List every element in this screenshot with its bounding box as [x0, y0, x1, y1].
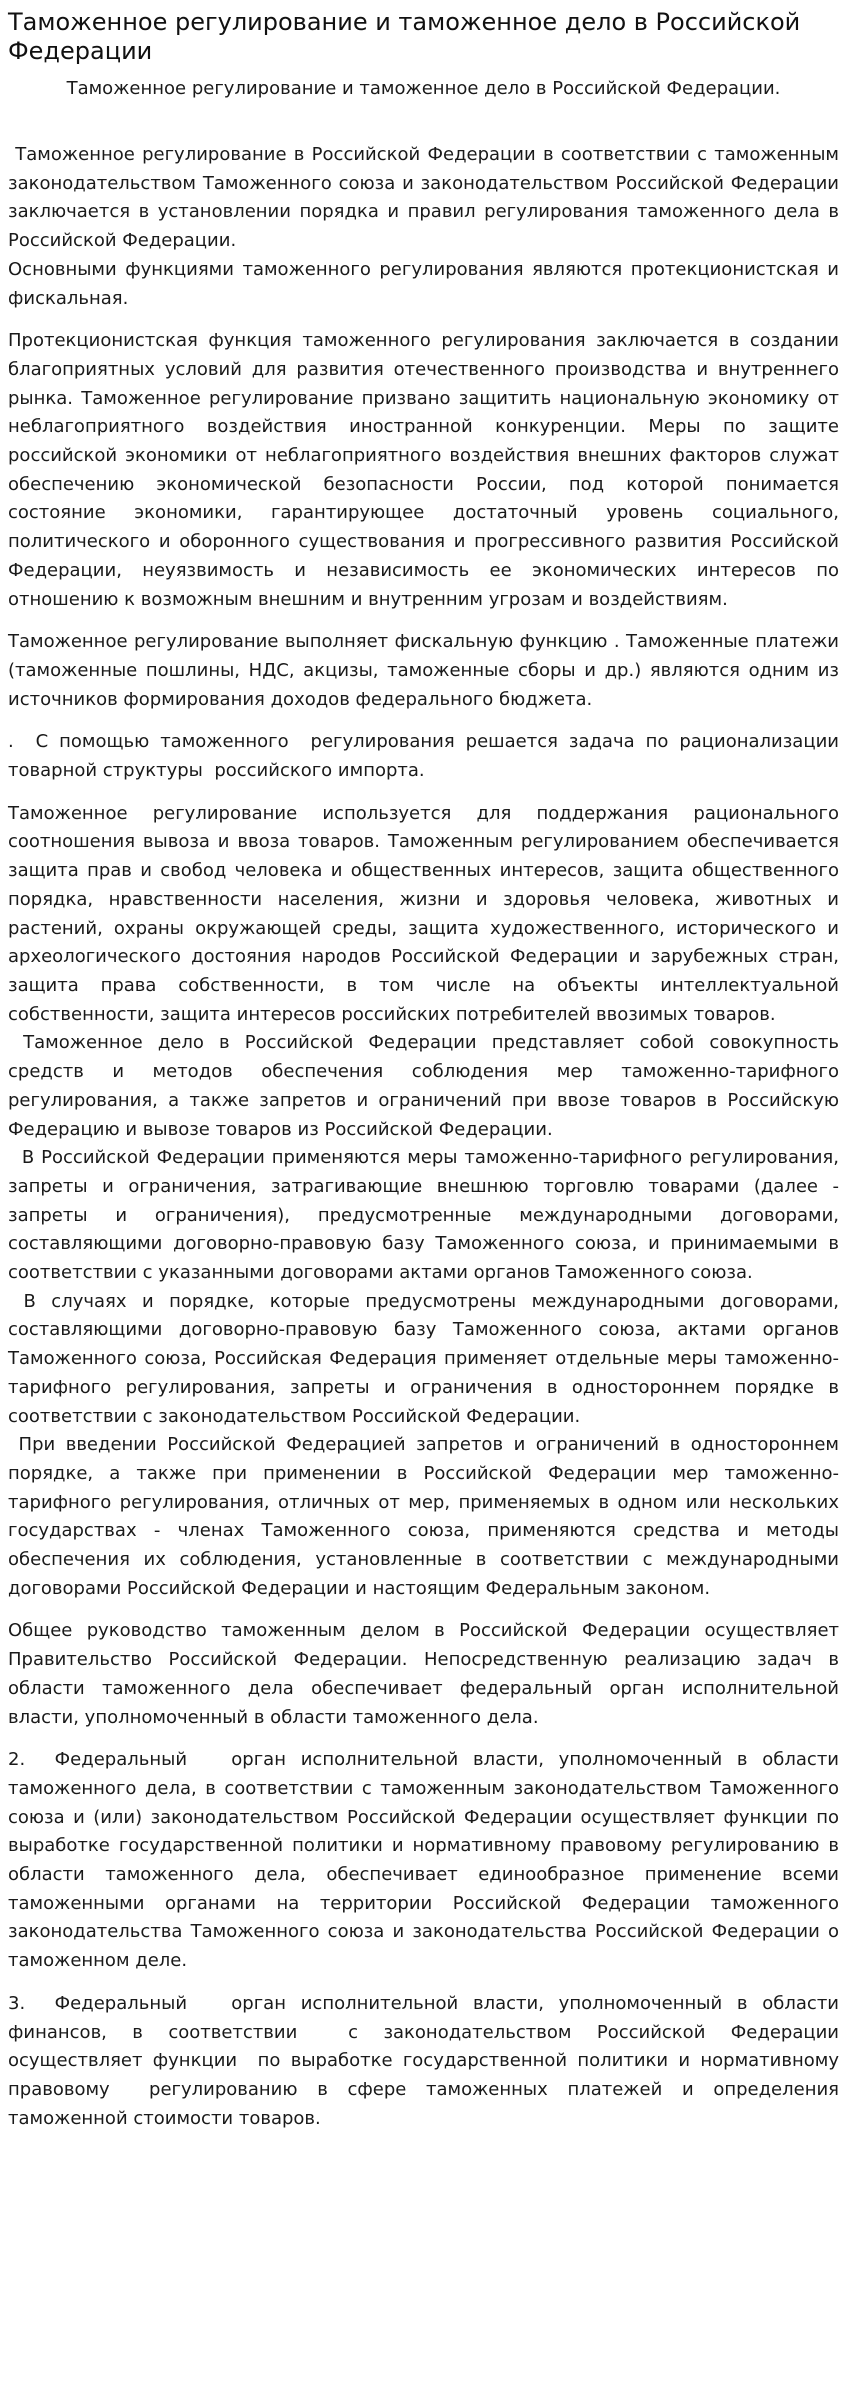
- paragraph-customs-affairs: Таможенное дело в Российской Федерации представляет собой совокупность средств и методов обеспечения соблюдения мер таможенно-тарифного регулирования, а также запретов и ограничений при ввозе товаров в Российскую Федерацию и вывозе товаров из Российской Федерации.: [8, 1032, 845, 1140]
- paragraph-government-management: Общее руководство таможенным делом в Российской Федерации осуществляет Правительство Российской Федерации. Непосредственную реализацию задач в области таможенного дела обеспечивает федеральный орган исполнительной власти, уполномоченный в области таможенного дела.: [8, 1620, 845, 1728]
- paragraph-item-2: 2. Федеральный орган исполнительной власти, уполномоченный в области таможенного дела, в соответствии с таможенным законодательством Таможенного союза и (или) законодательством Российской Федерации осуществляет функции по выработке государственной политики и нормативному правовому регулированию в области таможенного дела, обеспечивает единообразное применение всеми таможенными органами на территории Российской Федерации таможенного законодательства Таможенного союза и законодательства Российской Федерации о таможенном деле.: [8, 1749, 845, 1972]
- paragraph-fiscal-function: Таможенное регулирование выполняет фискальную функцию . Таможенные платежи (таможенные пошлины, НДС, акцизы, таможенные сборы и др.) являются одним из источников формирования доходов федерального бюджета.: [8, 631, 845, 710]
- paragraph-tariff-measures: В Российской Федерации применяются меры таможенно-тарифного регулирования, запреты и ограничения, затрагивающие внешнюю торговлю товарами (далее - запреты и ограничения), предусмотренные международными договорами, составляющими договорно-правовую базу Таможенного союза, и принимаемыми в соответствии с указанными договорами актами органов Таможенного союза.: [8, 1147, 845, 1284]
- paragraph-unilateral-measures: В случаях и порядке, которые предусмотрены международными договорами, составляющими договорно-правовую базу Таможенного союза, актами органов Таможенного союза, Российская Федерация применяет отдельные меры таможенно-тарифного регулирования, запреты и ограничения в одностороннем порядке в соответствии с законодательством Российской Федерации.: [8, 1290, 845, 1427]
- paragraph-item-3: 3. Федеральный орган исполнительной власти, уполномоченный в области финансов, в соответствии с законодательством Российской Федерации осуществляет функции по выработке государственной политики и нормативному правовому регулированию в сфере таможенных платежей и определения таможенной стоимости товаров.: [8, 1992, 845, 2129]
- paragraph-intro: Таможенное регулирование в Российской Федерации в соответствии с таможенным законодательством Таможенного союза и законодательством Российской Федерации заключается в установлении порядка и правил регулирования таможенного дела в Российской Федерации.: [8, 144, 845, 252]
- paragraph-main-functions: Основными функциями таможенного регулирования являются протекционистская и фискальная.: [8, 258, 845, 309]
- paragraph-protectionist-function: Протекционистская функция таможенного регулирования заключается в создании благоприятных условий для развития отечественного производства и внутреннего рынка. Таможенное регулирование призвано защитить национальную экономику от неблагоприятного воздействия иностранной конкуренции. Меры по защите российской экономики от неблагоприятного воздействия внешних факторов служат обеспечению экономической безопасности России, под которой понимается состояние экономики, гарантирующее достаточный уровень социального, политического и оборонного существования и прогрессивного развития Российской Федерации, неуязвимость и независимость ее экономических интересов по отношению к возможным внешним и внутренним угрозам и воздействиям.: [8, 330, 845, 610]
- paragraph-export-import-ratio: Таможенное регулирование используется для поддержания рационального соотношения вывоза и ввоза товаров. Таможенным регулированием обеспечивается защита прав и свобод человека и общественных интересов, защита общественного порядка, нравственности населения, жизни и здоровья человека, животных и растений, охраны окружающей среды, защита художественного, исторического и археологического достояния народов Российской Федерации и зарубежных стран, защита права собственности, в том числе на объекты интеллектуальной собственности, защита интересов российских потребителей ввозимых товаров.: [8, 802, 845, 1025]
- document-subtitle: Таможенное регулирование и таможенное дело в Российской Федерации.: [66, 78, 781, 99]
- page-title: Таможенное регулирование и таможенное дело в Российской Федерации: [8, 8, 801, 65]
- paragraph-import-structure: . С помощью таможенного регулирования решается задача по рационализации товарной структуры российского импорта.: [8, 731, 845, 782]
- paragraph-enforcement-methods: При введении Российской Федерацией запретов и ограничений в одностороннем порядке, а также при применении в Российской Федерации мер таможенно-тарифного регулирования, отличных от мер, применяемых в одном или нескольких государствах - членах Таможенного союза, применяются средства и методы обеспечения их соблюдения, установленные в соответствии с международными договорами Российской Федерации и настоящим Федеральным законом.: [8, 1434, 845, 1599]
